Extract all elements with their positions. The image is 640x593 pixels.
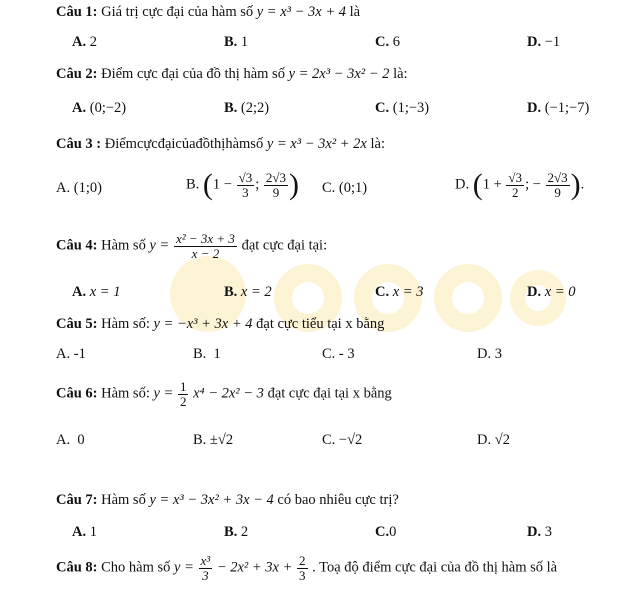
answer-c[interactable]: C. - 3 <box>322 346 355 362</box>
formula-fraction-1: $\frac{\text{x³}}{3}$ <box>200 553 211 583</box>
answer-a[interactable]: A. 2 <box>72 34 97 50</box>
question-text: Hàm số: <box>101 316 150 332</box>
answer-b[interactable]: B. 1 <box>193 346 221 362</box>
answer-b[interactable]: B. 1 <box>224 34 249 50</box>
answer-b[interactable]: B. ±√2 <box>193 432 234 448</box>
answer-a[interactable]: A. -1 <box>56 346 86 362</box>
question-text: Điểm cực đại của đồ thị hàm số <box>101 66 285 82</box>
answer-c[interactable]: C. −√2 <box>322 432 363 448</box>
answer-a[interactable]: A. (0;−2) <box>72 100 127 116</box>
question-6 <box>56 380 392 408</box>
formula-mid: − 2x² + 3x + <box>216 559 293 576</box>
formula-fraction: $\frac{1}{2}$ <box>179 379 187 409</box>
question-label: Câu 1: <box>56 4 98 20</box>
question-tail: là <box>349 4 361 20</box>
answer-c[interactable]: C. (1;−3) <box>375 100 430 116</box>
formula-y: y = <box>149 237 170 254</box>
question-1 <box>56 4 360 21</box>
answer-c[interactable]: C. x = 3 <box>375 284 424 300</box>
formula-y: y = <box>153 385 174 402</box>
question-label: Câu 6: <box>56 385 98 402</box>
formula: y = −x³ + 3x + 4 <box>153 316 253 332</box>
answer-c[interactable]: C. (0;1) <box>322 180 368 196</box>
question-tail: đạt cực đại tại x bằng <box>267 385 392 402</box>
answer-a[interactable]: A. (1;0) <box>56 180 102 196</box>
formula-y: y = <box>174 559 194 576</box>
answer-b[interactable]: B. (2;2) <box>224 100 270 116</box>
formula: y = x³ − 3x² + 3x − 4 <box>149 492 274 508</box>
formula: y = x³ − 3x² + 2x <box>266 136 367 152</box>
question-8 <box>56 554 557 582</box>
answer-b[interactable]: B. 2 <box>224 524 249 540</box>
question-7 <box>56 492 399 509</box>
question-text: Điểmcựcđạicủađồthịhàmsố <box>104 136 264 152</box>
question-label: Câu 7: <box>56 492 98 508</box>
question-3 <box>56 136 385 153</box>
question-tail: có bao nhiêu cực trị? <box>277 492 399 508</box>
formula-fraction: $\frac{\text{x² − 3x + 3}}{x - 2}$ <box>175 231 235 261</box>
answer-d[interactable]: D. √2 <box>477 432 510 448</box>
question-4 <box>56 232 327 260</box>
answer-d[interactable]: D. 3 <box>527 524 552 540</box>
question-text: Cho hàm số <box>101 559 171 576</box>
answer-d[interactable]: D. 3 <box>477 346 502 362</box>
question-label: Câu 5: <box>56 316 98 332</box>
question-tail: đạt cực tiểu tại x bằng <box>256 316 385 332</box>
question-2 <box>56 66 408 83</box>
question-text: Hàm số <box>101 237 146 254</box>
formula-fraction-2: $\frac{2}{3}$ <box>299 553 306 583</box>
answer-c[interactable]: C.0 <box>375 524 397 540</box>
formula: y = 2x³ − 3x² − 2 <box>288 66 390 82</box>
question-5 <box>56 316 384 333</box>
formula: y = x³ − 3x + 4 <box>256 4 347 20</box>
question-label: Câu 2: <box>56 66 98 82</box>
question-text: Hàm số: <box>101 385 150 402</box>
question-label: Câu 4: <box>56 237 98 254</box>
answer-b[interactable]: B. x = 2 <box>224 284 272 300</box>
answer-c[interactable]: C. 6 <box>375 34 400 50</box>
question-text: Giá trị cực đại của hàm số <box>101 4 254 20</box>
answer-a[interactable]: A. 1 <box>72 524 97 540</box>
answer-d[interactable]: D. (−1;−7) <box>527 100 590 116</box>
question-tail: . Toạ độ điểm cực đại của đồ thị hàm số là <box>312 559 558 576</box>
question-tail: là: <box>393 66 408 82</box>
answer-d[interactable]: D. (1 + $\frac{√3}{2}$ ; − $\frac{2√3}{9}$ ). <box>455 168 585 201</box>
answers-3 <box>0 168 640 214</box>
question-tail: là: <box>370 136 385 152</box>
answer-d[interactable]: D. −1 <box>527 34 561 50</box>
question-label: Câu 3 : <box>56 136 102 152</box>
answer-a[interactable]: A. x = 1 <box>72 284 121 300</box>
formula-rest: x⁴ − 2x² − 3 <box>193 385 264 402</box>
answer-a[interactable]: A. 0 <box>56 432 85 448</box>
answer-b[interactable]: B. (1 − $\frac{√3}{3}$ ; $\frac{2√3}{9}$ ) <box>186 168 300 201</box>
answer-d[interactable]: D. x = 0 <box>527 284 576 300</box>
question-tail: đạt cực đại tại: <box>241 237 328 254</box>
question-text: Hàm số <box>101 492 146 508</box>
question-label: Câu 8: <box>56 559 98 576</box>
